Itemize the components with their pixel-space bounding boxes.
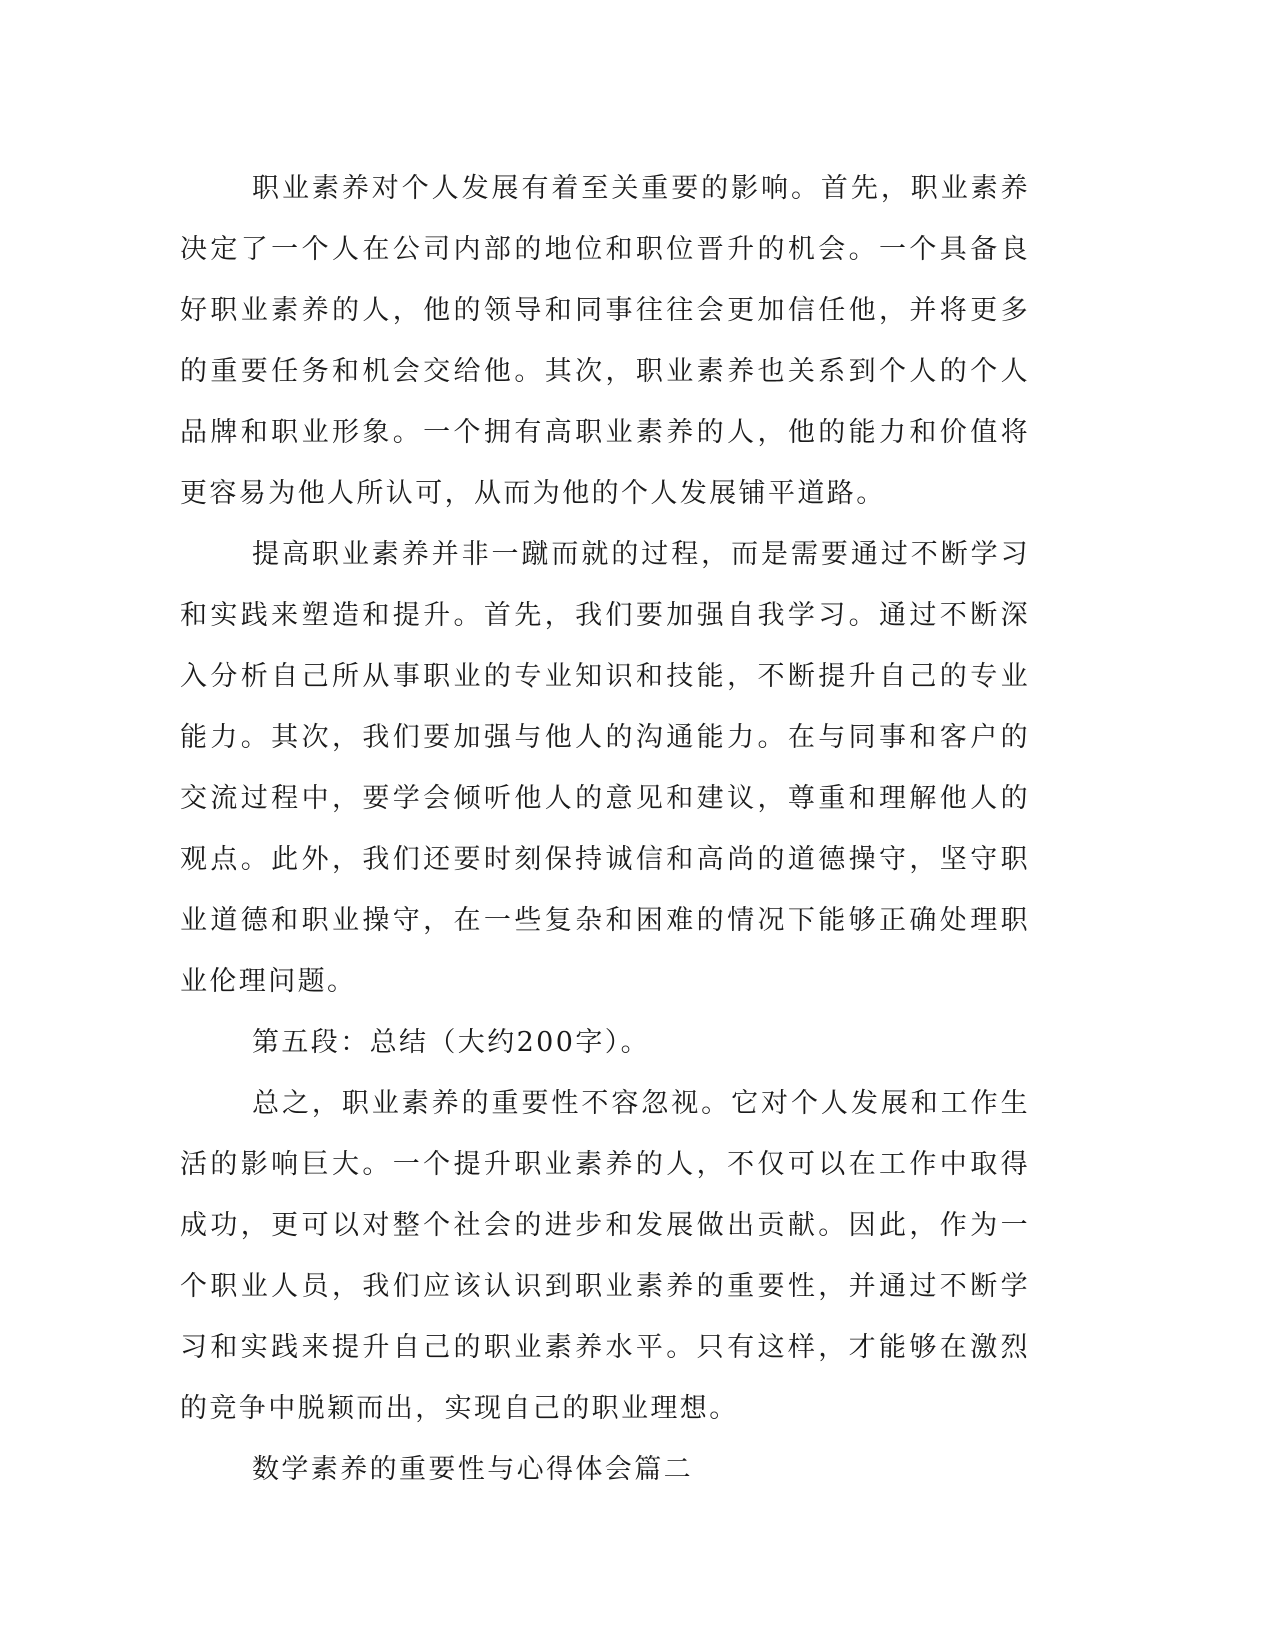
paragraph-summary: 总之，职业素养的重要性不容忽视。它对个人发展和工作生活的影响巨大。一个提升职业素养的人，不仅可以在工作中取得成功，更可以对整个社会的进步和发展做出贡献。因此，作为一个职业人员，我们应该认识到职业素养的重要性，并通过不断学习和实践来提升自己的职业素养水平。只有这样，才能够在激烈的竞争中脱颖而出，实现自己的职业理想。: [180, 1088, 1030, 1424]
paragraph-professional-impact: 职业素养对个人发展有着至关重要的影响。首先，职业素养决定了一个人在公司内部的地位和职位晋升的机会。一个具备良好职业素养的人，他的领导和同事往往会更加信任他，并将更多的重要任务和机会交给他。其次，职业素养也关系到个人的个人品牌和职业形象。一个拥有高职业素养的人，他的能力和价值将更容易为他人所认可，从而为他的个人发展铺平道路。: [180, 173, 1030, 509]
section-heading-summary: 第五段：总结（大约200字）。: [252, 1027, 651, 1058]
article-title-part-two: 数学素养的重要性与心得体会篇二: [252, 1454, 693, 1485]
paragraph-improving-literacy: 提高职业素养并非一蹴而就的过程，而是需要通过不断学习和实践来塑造和提升。首先，我们要加强自我学习。通过不断深入分析自己所从事职业的专业知识和技能，不断提升自己的专业能力。其次，我们要加强与他人的沟通能力。在与同事和客户的交流过程中，要学会倾听他人的意见和建议，尊重和理解他人的观点。此外，我们还要时刻保持诚信和高尚的道德操守，坚守职业道德和职业操守，在一些复杂和困难的情况下能够正确处理职业伦理问题。: [180, 539, 1030, 997]
document-body: [180, 158, 1030, 1500]
